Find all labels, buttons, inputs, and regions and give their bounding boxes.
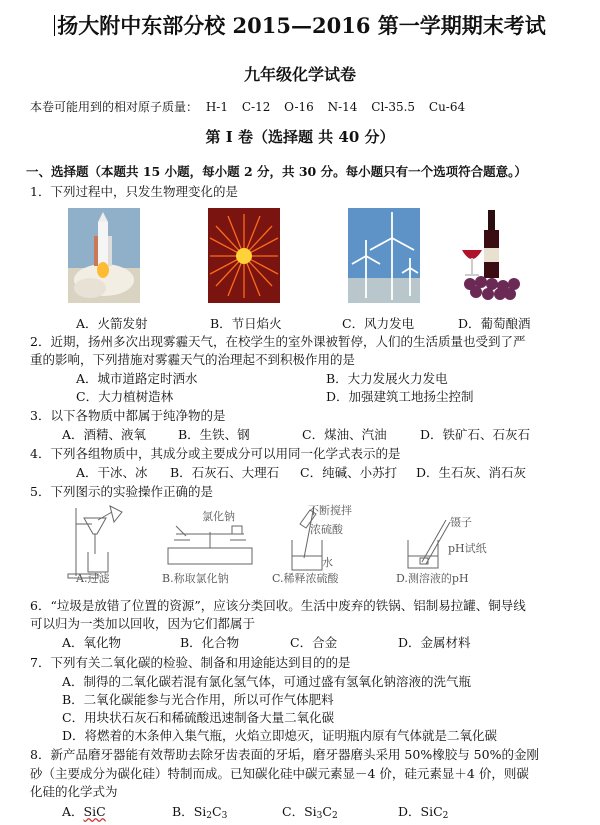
q2-option-a[interactable]: A．城市道路定时洒水 (76, 371, 198, 386)
q2-option-b[interactable]: B．大力发展火力发电 (326, 371, 448, 386)
q8-stem-line3: 化硅的化学式为 (30, 784, 118, 799)
fireworks-image (208, 208, 280, 303)
q3-option-c[interactable]: C．煤油、汽油 (302, 427, 387, 442)
part-title: 第 I 卷（选择题 共 40 分） (205, 128, 395, 146)
q1-option-d[interactable]: D．葡萄酿酒 (458, 316, 531, 331)
grape-wine-image (450, 208, 530, 303)
q7-option-b[interactable]: B．二氧化碳能参与光合作用，所以可作气体肥料 (62, 692, 334, 707)
q5-figure-b-label: B.称取氯化钠 (162, 572, 229, 585)
q8-option-a[interactable]: A．SiC (62, 804, 106, 819)
q4-stem: 4．下列各组物质中，其成分或主要成分可以用同一化学式表示的是 (30, 446, 401, 461)
q4-option-c[interactable]: C．纯碱、小苏打 (300, 465, 398, 480)
q5-figure-a-label: A.过滤 (76, 572, 110, 585)
q6-stem-line1: 6．“垃圾是放错了位置的资源”，应该分类回收。生活中废弃的铁锅、铝制易拉罐、铜导线 (30, 598, 526, 613)
wind-turbines-image (348, 208, 420, 303)
rocket-launch-image (68, 208, 140, 303)
q8-option-d[interactable]: D．SiC2 (398, 804, 449, 821)
q8-stem-line1: 8．新产品磨牙器能有效帮助去除牙齿表面的牙垢，磨牙器磨头采用 50%橡胶与 50%的金刚 (30, 747, 539, 762)
q7-option-d[interactable]: D．将燃着的木条伸入集气瓶，火焰立即熄灭，证明瓶内原有气体就是二氧化碳 (62, 728, 498, 743)
q4-option-d[interactable]: D．生石灰、消石灰 (416, 465, 527, 480)
q5-figure-c-label: C.稀释浓硫酸 (272, 572, 339, 585)
q7-option-a[interactable]: A．制得的二氧化碳若混有氯化氢气体，可通过盛有氢氧化钠溶液的洗气瓶 (62, 674, 472, 689)
q3-stem: 3．以下各物质中都属于纯净物的是 (30, 408, 226, 423)
q2-stem-line2: 重的影响，下列措施对雾霾天气的治理起不到积极作用的是 (30, 352, 356, 367)
q2-option-c[interactable]: C．大力植树造林 (76, 389, 174, 404)
q6-option-c[interactable]: C．合金 (290, 635, 338, 650)
q6-stem-line2: 可以归为一类加以回收，因为它们都属于 (30, 616, 256, 631)
q4-option-a[interactable]: A．干冰、冰 (76, 465, 148, 480)
q5-annotation-nacl: 氯化钠 (202, 510, 235, 523)
q1-stem: 1．下列过程中，只发生物理变化的是 (30, 184, 238, 199)
q2-option-d[interactable]: D．加强建筑工地扬尘控制 (326, 389, 474, 404)
q8-option-b[interactable]: B．Si2C3 (172, 804, 228, 821)
q3-option-d[interactable]: D．铁矿石、石灰石 (420, 427, 531, 442)
filtration-diagram (62, 502, 144, 580)
q6-option-a[interactable]: A．氧化物 (62, 635, 122, 650)
q5-annotation-tweezers: 镊子 (450, 516, 472, 529)
q3-option-b[interactable]: B．生铁、钢 (178, 427, 250, 442)
q7-stem: 7．下列有关二氧化碳的检验、制备和用途能达到目的的是 (30, 655, 351, 670)
text-cursor (54, 15, 55, 36)
q1-option-c[interactable]: C．风力发电 (342, 316, 415, 331)
q3-option-a[interactable]: A．酒精、液氧 (62, 427, 147, 442)
atomic-masses: 本卷可能用到的相对原子质量： H-1 C-12 O-16 N-14 Cl-35.5 Cu-64 (30, 100, 466, 114)
q2-stem-line1: 2．近期，扬州多次出现雾霾天气，在校学生的室外课被暂停，人们的生活质量也受到了严 (30, 334, 526, 349)
q1-option-b[interactable]: B．节日焰火 (210, 316, 282, 331)
q5-annotation-ph-paper: pH试纸 (448, 542, 487, 555)
exam-subtitle: 九年级化学试卷 (243, 65, 356, 84)
exam-title: 扬大附中东部分校 2015—2016 第一学期期末考试 (0, 10, 600, 40)
q8-option-c[interactable]: C．Si3C2 (282, 804, 338, 821)
q5-figure-d-label: D.测溶液的pH (396, 572, 469, 585)
q5-annotation-water: 水 (322, 556, 333, 569)
q5-stem: 5．下列图示的实验操作正确的是 (30, 484, 213, 499)
q7-option-c[interactable]: C．用块状石灰石和稀硫酸迅速制备大量二氧化碳 (62, 710, 335, 725)
section-heading: 一、选择题（本题共 15 小题，每小题 2 分，共 30 分。每小题只有一个选项符合题意。） (26, 164, 527, 179)
q1-option-a[interactable]: A．火箭发射 (76, 316, 148, 331)
q5-annotation-acid: 浓硫酸 (310, 523, 343, 536)
q8-stem-line2: 砂（主要成分为碳化硅）特制而成。已知碳化硅中碳元素显－4 价，硅元素显＋4 价，则碳 (30, 766, 529, 781)
q6-option-d[interactable]: D．金属材料 (398, 635, 471, 650)
q5-annotation-stir: 不断搅拌 (308, 504, 352, 517)
q6-option-b[interactable]: B．化合物 (180, 635, 240, 650)
q4-option-b[interactable]: B．石灰石、大理石 (170, 465, 280, 480)
